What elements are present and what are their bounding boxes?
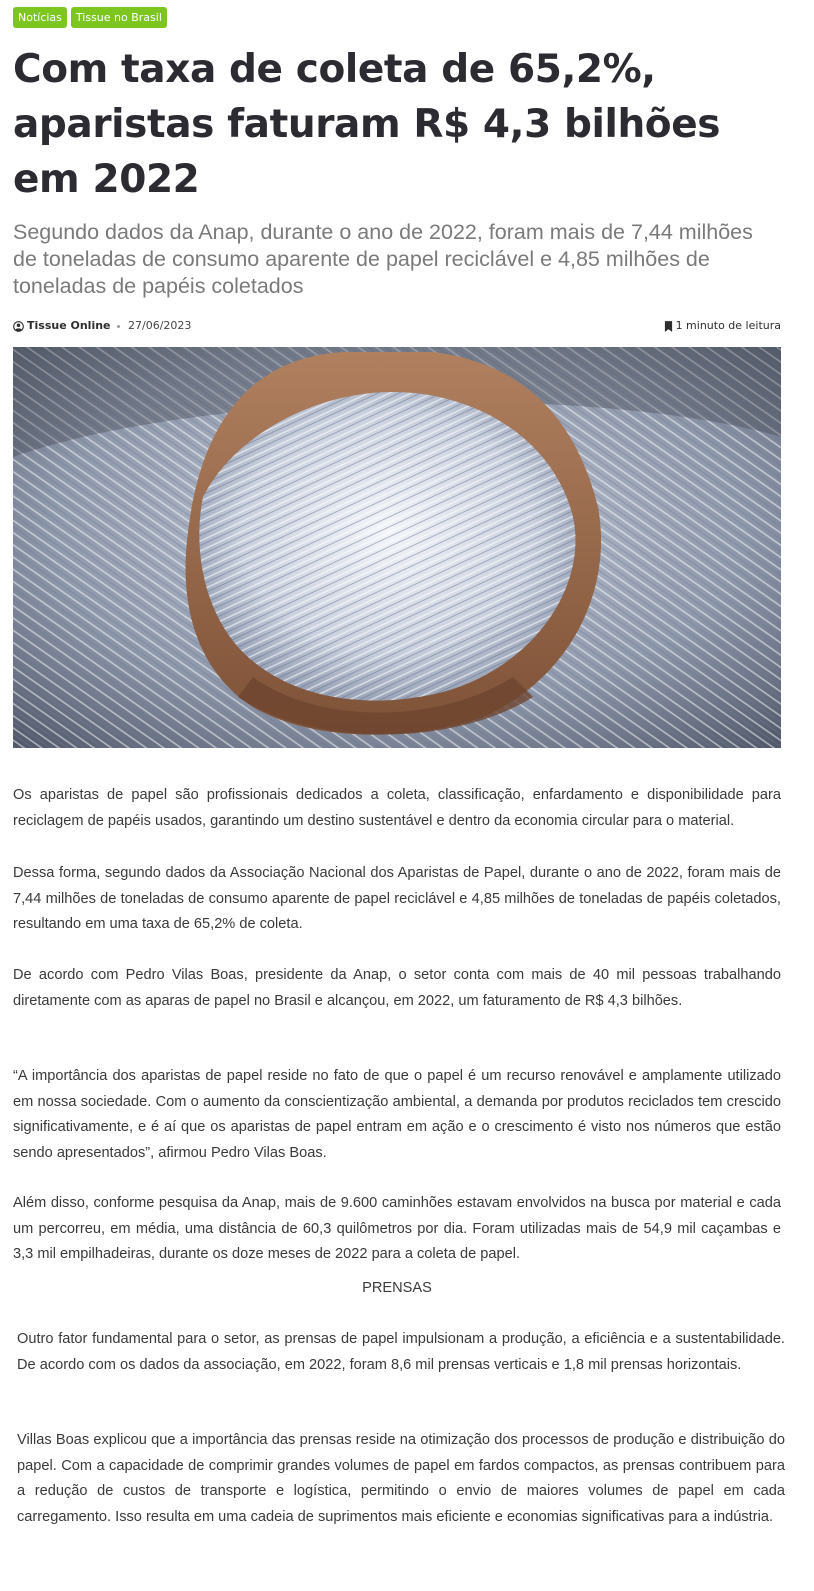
date-text: 27/06/2023 [128,319,192,332]
paragraph-1: Os aparistas de papel são profissionais dedicados a coleta, classificação, enfardamento e disponibilidade para reciclagem de papéis usados, garantindo um destino sustentável e dentro da economia circular para o material. [13,787,781,829]
publish-date [117,318,191,334]
hero-image [13,347,781,748]
quote-paragraph: “A importância dos aparistas de papel reside no fato de que o papel é um recurso renovável e amplamente utilizado em nossa sociedade. Com o aumento da conscientização ambiental, a demanda por produtos reciclados tem crescido significativamente, e é aí que os aparistas de papel entram em ação e o crescimento é visto nos números que estão sendo apresentados”, afirmou Pedro Vilas Boas. [13,1068,781,1161]
author-name: Tissue Online [27,319,111,332]
separator-dot [117,325,120,328]
bookmark-icon [664,321,673,332]
paragraph-2: Dessa forma, segundo dados da Associação Nacional dos Aparistas de Papel, durante o ano de 2022, foram mais de 7,44 milhões de toneladas de consumo aparente de papel reciclável e 4,85 milhões de toneladas de papéis coletados, resultando em uma taxa de 65,2% de coleta. [13,865,781,933]
page-title: Com taxa de coleta de 65,2%, aparistas faturam R$ 4,3 bilhões em 2022 [13,47,721,202]
read-time-text: 1 minuto de leitura [675,319,781,332]
article-subtitle: Segundo dados da Anap, durante o ano de 2022, foram mais de 7,44 milhões de toneladas de consumo aparente de papel reciclável e 4,85 milhões de toneladas de papéis coletados [13,220,753,298]
tag-noticias[interactable]: Notícias [13,7,67,28]
read-time [664,318,781,334]
section-heading: PRENSAS [362,1280,432,1296]
category-tags [13,7,167,28]
paragraph-3: De acordo com Pedro Vilas Boas, presidente da Anap, o setor conta com mais de 40 mil pessoas trabalhando diretamente com as aparas de papel no Brasil e alcançou, em 2022, um faturamento de R$ 4,3 bilhões. [13,967,781,1009]
paragraph-6: Outro fator fundamental para o setor, as prensas de papel impulsionam a produção, a eficiência e a sustentabilidade. De acordo com os dados da associação, em 2022, foram 8,6 mil prensas verticais e 1,8 mil prensas horizontais. [17,1331,785,1373]
paragraph-7: Villas Boas explicou que a importância das prensas reside na otimização dos processos de produção e distribuição do papel. Com a capacidade de comprimir grandes volumes de papel em fardos compactos, as prensas contribuem para a redução de custos de transporte e logística, permitindo o envio de maiores volumes de papel em cada carregamento. Isso resulta em uma cadeia de suprimentos mais eficiente e economias significativas para a indústria. [17,1432,785,1525]
paragraph-5: Além disso, conforme pesquisa da Anap, mais de 9.600 caminhões estavam envolvidos na busca por material e cada um percorreu, em média, uma distância de 60,3 quilômetros por dia. Foram utilizadas mais de 54,9 mil caçambas e 3,3 mil empilhadeiras, durante os doze meses de 2022 para a coleta de papel. [13,1195,781,1263]
tag-tissue-no-brasil[interactable]: Tissue no Brasil [71,7,167,28]
author-link[interactable] [13,318,111,334]
article-meta [13,318,781,334]
user-circle-icon [13,321,24,332]
